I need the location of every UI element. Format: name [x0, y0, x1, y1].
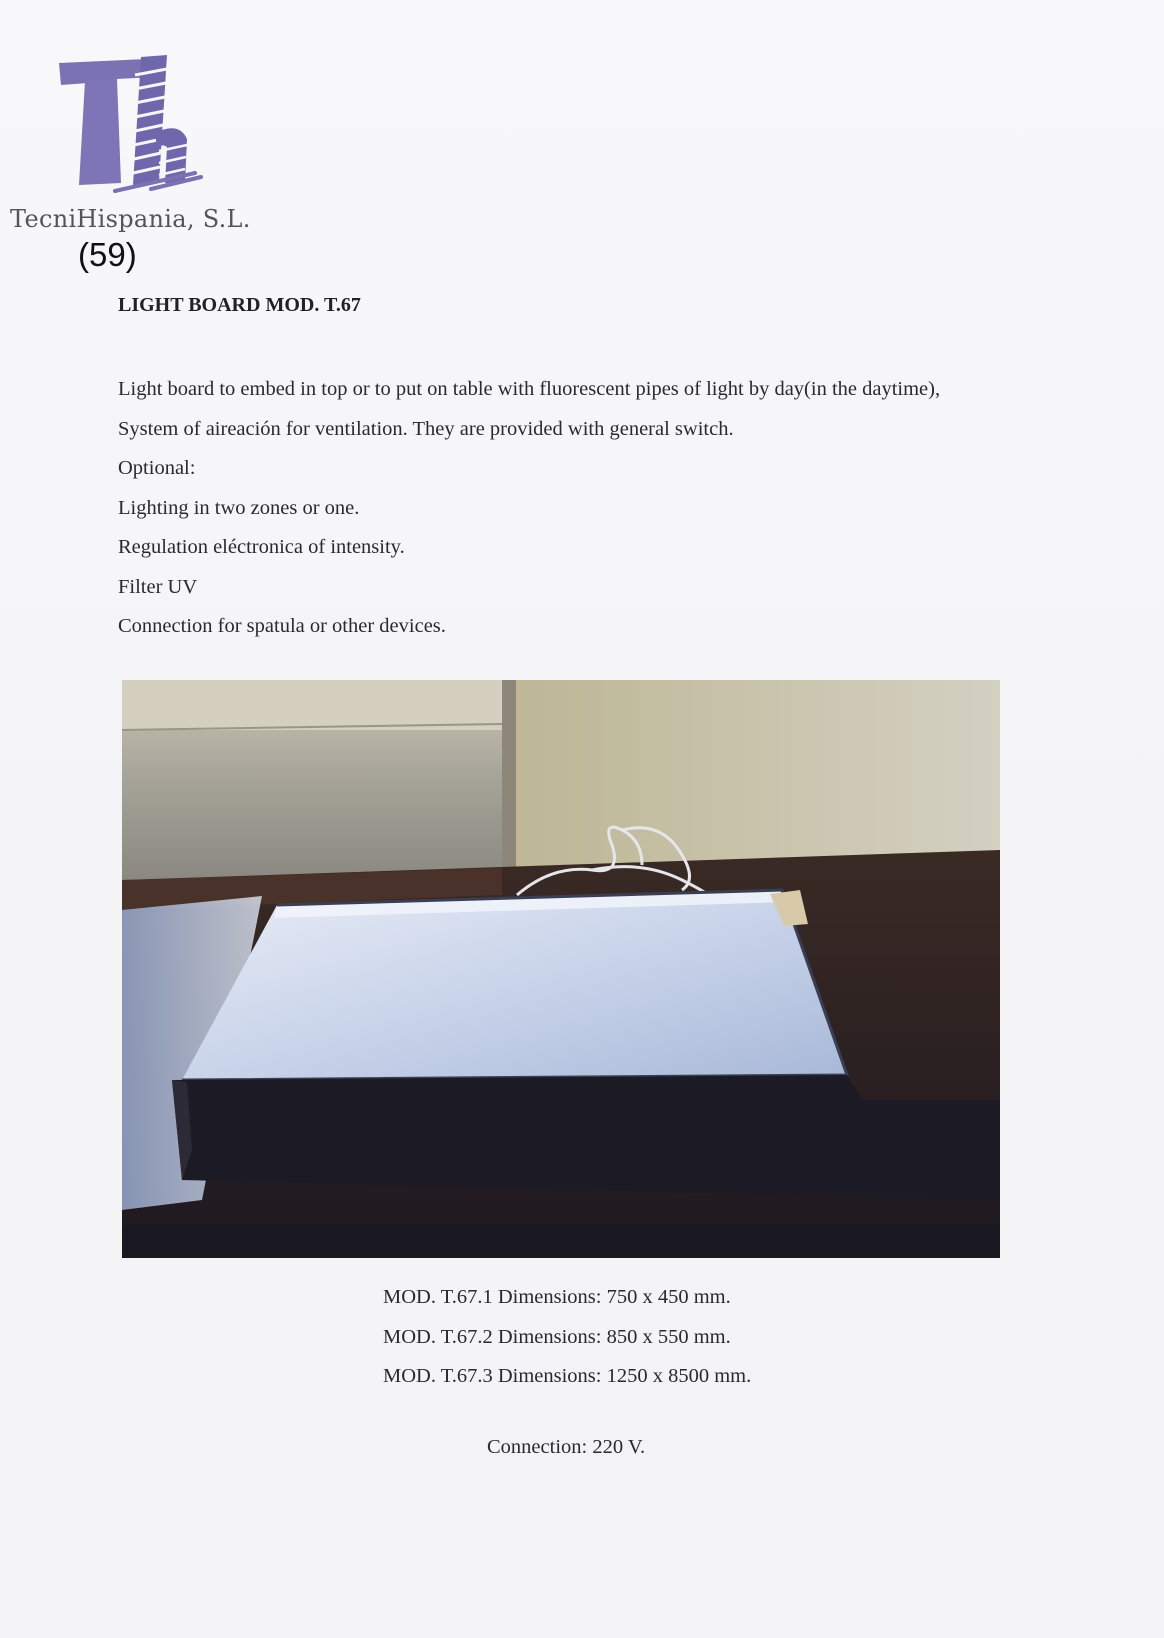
- connection-spec: Connection: 220 V.: [487, 1436, 646, 1458]
- page-title: LIGHT BOARD MOD. T.67: [118, 294, 361, 316]
- spec-line: MOD. T.67.1 Dimensions: 750 x 450 mm.: [383, 1286, 731, 1308]
- description-line: System of aireación for ventilation. They are provided with general switch.: [118, 417, 734, 440]
- description-line: Connection for spatula or other devices.: [118, 615, 446, 637]
- light-board-photo: [122, 680, 1000, 1258]
- description-line: Optional:: [118, 457, 196, 479]
- spec-line: MOD. T.67.2 Dimensions: 850 x 550 mm.: [383, 1325, 731, 1348]
- description-line: Light board to embed in top or to put on table with fluorescent pipes of light by day(in the daytime),: [118, 378, 941, 400]
- spec-line: MOD. T.67.3 Dimensions: 1250 x 8500 mm.: [383, 1365, 752, 1387]
- specs: [383, 1278, 751, 1397]
- description-line: Lighting in two zones or one.: [118, 496, 360, 519]
- page-number: (59): [78, 236, 137, 273]
- description: [118, 370, 1128, 647]
- description-line: Filter UV: [118, 575, 198, 598]
- company-name: TecniHispania, S.L.: [10, 205, 251, 233]
- company-logo-icon: [55, 55, 210, 200]
- description-line: Regulation eléctronica of intensity.: [118, 536, 405, 558]
